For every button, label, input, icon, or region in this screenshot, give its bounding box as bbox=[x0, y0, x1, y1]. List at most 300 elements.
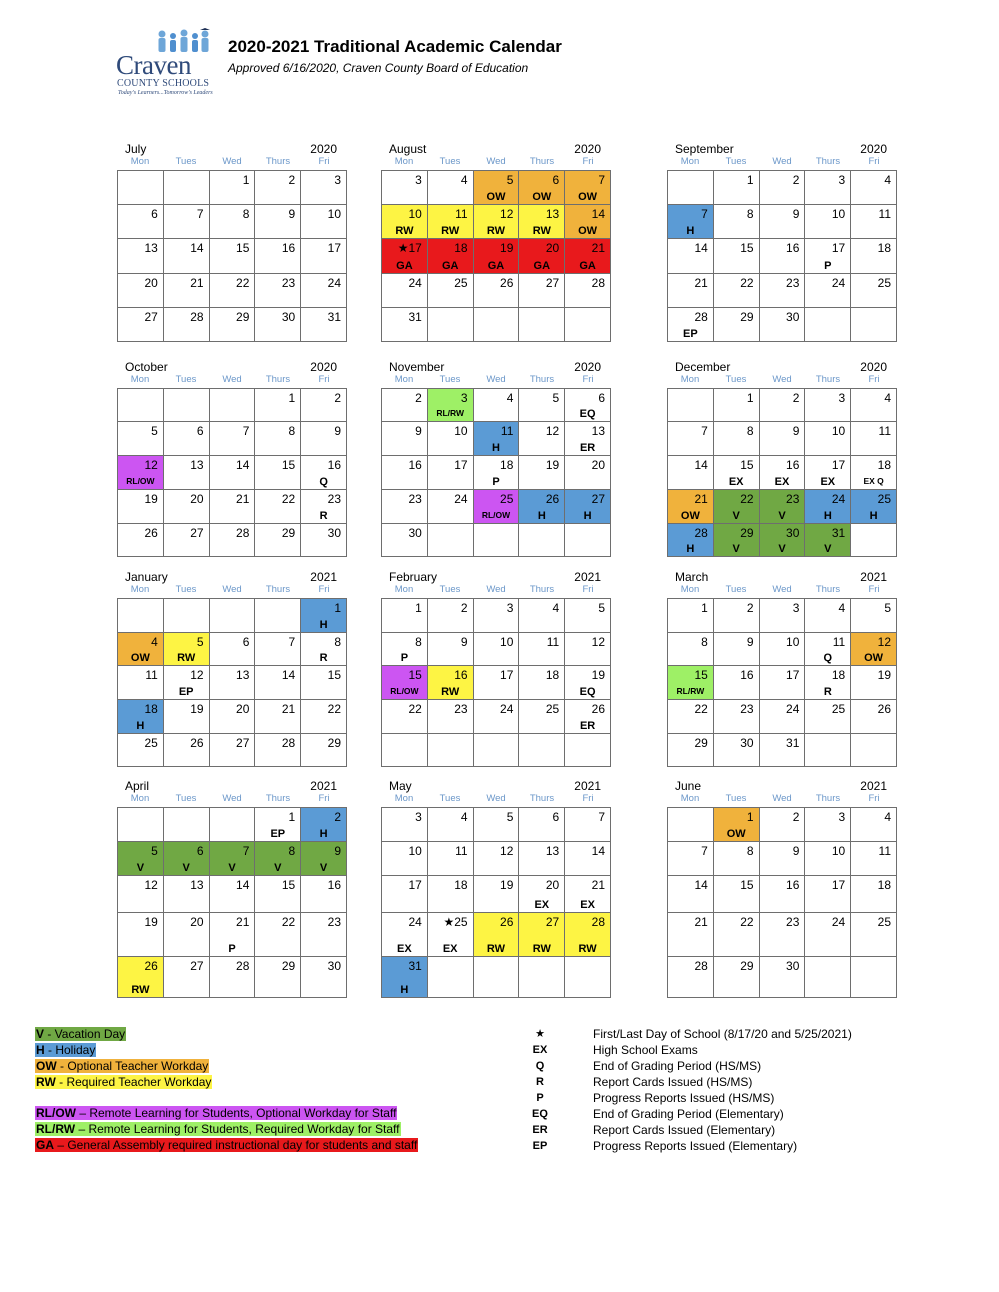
week-row bbox=[382, 171, 611, 205]
day-number: 31 bbox=[786, 736, 800, 750]
day-number: 26 bbox=[591, 702, 605, 716]
month-name: November bbox=[389, 360, 445, 374]
day-number: 1 bbox=[746, 173, 754, 187]
day-cell bbox=[565, 205, 611, 239]
day-number: 8 bbox=[701, 635, 708, 649]
day-number: 9 bbox=[288, 207, 296, 221]
month-june bbox=[667, 779, 897, 998]
legend-code: OW bbox=[36, 1059, 57, 1073]
day-cell bbox=[851, 808, 897, 842]
month-name: July bbox=[125, 142, 147, 156]
weekday-label: Fri bbox=[868, 793, 880, 804]
code-desc: High School Exams bbox=[593, 1043, 698, 1057]
week-row bbox=[668, 842, 897, 876]
day-code: H bbox=[537, 510, 546, 522]
day-number: 7 bbox=[288, 635, 296, 649]
weekday-label: Tues bbox=[439, 374, 461, 385]
day-number: 12 bbox=[500, 844, 514, 858]
month-header bbox=[117, 779, 347, 793]
day-cell bbox=[209, 734, 255, 767]
day-code: H bbox=[823, 510, 832, 522]
day-cell bbox=[805, 171, 851, 205]
day-cell bbox=[805, 913, 851, 957]
day-cell bbox=[565, 308, 611, 342]
day-number: 28 bbox=[694, 959, 708, 973]
day-cell bbox=[713, 274, 759, 308]
weekday-label: Fri bbox=[868, 374, 880, 385]
day-cell bbox=[805, 599, 851, 633]
week-row bbox=[382, 842, 611, 876]
day-cell bbox=[209, 490, 255, 524]
day-number: 20 bbox=[190, 492, 204, 506]
month-grid bbox=[381, 807, 611, 998]
day-number: 6 bbox=[598, 391, 605, 405]
day-cell bbox=[427, 913, 473, 957]
week-row bbox=[118, 666, 347, 700]
day-cell bbox=[668, 876, 714, 913]
day-number: 26 bbox=[877, 702, 891, 716]
day-number: 21 bbox=[236, 915, 250, 929]
day-number: 3 bbox=[506, 601, 514, 615]
week-row bbox=[382, 913, 611, 957]
day-number: 13 bbox=[144, 241, 158, 255]
week-row bbox=[382, 599, 611, 633]
day-cell bbox=[382, 633, 428, 666]
day-cell bbox=[382, 734, 428, 767]
legend-swatch-text bbox=[35, 1027, 126, 1041]
day-number: 7 bbox=[196, 207, 204, 221]
day-cell bbox=[427, 239, 473, 274]
day-number: 26 bbox=[144, 959, 158, 973]
day-cell bbox=[759, 274, 805, 308]
day-number: 7 bbox=[701, 844, 708, 858]
day-number: 26 bbox=[500, 276, 514, 290]
day-code: V bbox=[778, 510, 786, 522]
weekday-header bbox=[667, 374, 897, 388]
day-number: 5 bbox=[196, 635, 204, 649]
day-number: 30 bbox=[408, 526, 422, 540]
week-row bbox=[382, 422, 611, 456]
day-number: 5 bbox=[151, 424, 158, 438]
day-cell bbox=[851, 734, 897, 767]
day-number: 31 bbox=[327, 310, 341, 324]
day-number: 5 bbox=[151, 844, 158, 858]
day-cell bbox=[209, 274, 255, 308]
day-code: RL/OW bbox=[481, 510, 511, 520]
day-code: EX bbox=[728, 476, 744, 488]
legend-label: – General Assembly required instructional day for students and staff bbox=[54, 1138, 418, 1152]
day-code: V bbox=[274, 862, 282, 874]
day-number: 3 bbox=[415, 173, 422, 187]
weekday-label: Tues bbox=[725, 156, 747, 167]
day-cell bbox=[118, 808, 164, 842]
day-code: V bbox=[136, 862, 145, 874]
day-code: RL/OW bbox=[126, 476, 155, 486]
day-number: 16 bbox=[281, 241, 296, 255]
month-name: August bbox=[389, 142, 427, 156]
week-row bbox=[668, 913, 897, 957]
code-legend-item bbox=[520, 1058, 900, 1074]
day-cell bbox=[565, 700, 611, 734]
day-number: 31 bbox=[408, 959, 422, 973]
day-cell bbox=[759, 957, 805, 998]
day-cell bbox=[255, 666, 301, 700]
month-november bbox=[381, 360, 611, 557]
week-row bbox=[118, 205, 347, 239]
day-number: 11 bbox=[455, 844, 468, 858]
day-cell bbox=[668, 842, 714, 876]
month-year: 2020 bbox=[310, 360, 337, 374]
week-row bbox=[118, 734, 347, 767]
day-number: ★17 bbox=[397, 241, 422, 255]
day-cell bbox=[519, 957, 565, 998]
day-cell bbox=[713, 524, 759, 557]
day-number: 16 bbox=[408, 458, 422, 472]
month-august bbox=[381, 142, 611, 342]
day-code: V bbox=[732, 510, 740, 522]
day-cell bbox=[565, 599, 611, 633]
day-number: 24 bbox=[408, 276, 422, 290]
day-cell bbox=[805, 700, 851, 734]
day-number: 10 bbox=[831, 424, 846, 438]
day-cell bbox=[713, 666, 759, 700]
day-cell bbox=[427, 205, 473, 239]
day-code: RW bbox=[578, 943, 597, 955]
day-number: 5 bbox=[506, 173, 514, 187]
day-number: 25 bbox=[877, 915, 891, 929]
day-number: 18 bbox=[877, 241, 891, 255]
day-cell bbox=[851, 422, 897, 456]
day-cell bbox=[565, 524, 611, 557]
day-code: R bbox=[319, 510, 328, 522]
day-cell bbox=[565, 274, 611, 308]
day-number: 18 bbox=[831, 668, 846, 682]
weekday-label: Mon bbox=[680, 584, 700, 595]
day-cell bbox=[519, 389, 565, 422]
day-number: 15 bbox=[408, 668, 422, 682]
day-cell bbox=[382, 700, 428, 734]
week-row bbox=[118, 274, 347, 308]
day-code: H bbox=[583, 510, 592, 522]
weekday-header bbox=[667, 793, 897, 807]
week-row bbox=[118, 389, 347, 422]
week-row bbox=[668, 456, 897, 490]
code-legend-item bbox=[520, 1138, 900, 1154]
day-number: 6 bbox=[196, 424, 204, 438]
weekday-label: Thurs bbox=[815, 793, 841, 804]
day-number: 27 bbox=[591, 492, 605, 506]
weekday-label: Wed bbox=[222, 793, 242, 804]
day-number: 25 bbox=[454, 276, 468, 290]
day-number: 19 bbox=[190, 702, 204, 716]
day-cell bbox=[759, 808, 805, 842]
day-cell bbox=[713, 876, 759, 913]
month-september bbox=[667, 142, 897, 342]
day-cell bbox=[565, 490, 611, 524]
day-cell bbox=[255, 239, 301, 274]
day-number: 23 bbox=[408, 492, 422, 506]
day-cell bbox=[713, 171, 759, 205]
day-cell bbox=[427, 876, 473, 913]
day-number: 12 bbox=[500, 207, 514, 221]
weekday-label: Wed bbox=[772, 374, 792, 385]
day-code: RW bbox=[441, 225, 460, 237]
week-row bbox=[668, 876, 897, 913]
day-code: OW bbox=[726, 828, 746, 840]
day-number: 12 bbox=[144, 458, 158, 472]
day-code: V bbox=[778, 543, 786, 555]
day-cell bbox=[209, 524, 255, 557]
day-number: 23 bbox=[454, 702, 468, 716]
day-cell bbox=[759, 422, 805, 456]
week-row bbox=[382, 239, 611, 274]
day-cell bbox=[759, 842, 805, 876]
day-cell bbox=[301, 599, 347, 633]
day-number: 8 bbox=[288, 424, 296, 438]
day-number: 13 bbox=[545, 207, 560, 221]
day-code: ER bbox=[579, 720, 596, 732]
day-cell bbox=[565, 171, 611, 205]
day-code: EP bbox=[178, 686, 194, 698]
day-number: 25 bbox=[877, 276, 891, 290]
day-number: 15 bbox=[740, 458, 754, 472]
month-year: 2021 bbox=[310, 779, 337, 793]
weekday-header bbox=[381, 156, 611, 170]
day-cell bbox=[851, 171, 897, 205]
day-number: 10 bbox=[408, 844, 422, 858]
day-number: 20 bbox=[545, 241, 560, 255]
day-number: 25 bbox=[500, 492, 514, 506]
day-number: 4 bbox=[884, 391, 891, 405]
day-code: EX bbox=[580, 899, 595, 911]
day-number: 15 bbox=[327, 668, 341, 682]
month-header bbox=[381, 360, 611, 374]
day-cell bbox=[473, 274, 519, 308]
week-row bbox=[118, 842, 347, 876]
day-number: 30 bbox=[281, 310, 296, 324]
day-cell bbox=[519, 456, 565, 490]
day-number: 28 bbox=[236, 526, 250, 540]
day-code: EP bbox=[270, 828, 286, 840]
month-header bbox=[667, 779, 897, 793]
day-number: 13 bbox=[236, 668, 250, 682]
day-number: 23 bbox=[327, 915, 341, 929]
day-cell bbox=[255, 205, 301, 239]
day-cell bbox=[118, 957, 164, 998]
month-name: December bbox=[675, 360, 731, 374]
day-cell bbox=[301, 205, 347, 239]
day-number: 4 bbox=[506, 391, 514, 405]
day-number: 24 bbox=[831, 492, 846, 506]
day-cell bbox=[805, 422, 851, 456]
day-number: 12 bbox=[591, 635, 605, 649]
day-number: 12 bbox=[144, 878, 158, 892]
day-cell bbox=[382, 239, 428, 274]
week-row bbox=[668, 633, 897, 666]
day-cell bbox=[382, 599, 428, 633]
weekday-label: Mon bbox=[130, 374, 150, 385]
day-cell bbox=[427, 171, 473, 205]
day-cell bbox=[851, 239, 897, 274]
week-row bbox=[382, 205, 611, 239]
month-name: February bbox=[389, 570, 438, 584]
day-cell bbox=[668, 456, 714, 490]
weekday-label: Wed bbox=[772, 584, 792, 595]
day-code: V bbox=[732, 543, 740, 555]
day-number: 18 bbox=[454, 241, 468, 255]
code-key: P bbox=[536, 1092, 544, 1104]
day-cell bbox=[473, 700, 519, 734]
day-number: 15 bbox=[281, 458, 296, 472]
week-row bbox=[382, 274, 611, 308]
day-cell bbox=[427, 524, 473, 557]
day-cell bbox=[473, 913, 519, 957]
day-number: 10 bbox=[786, 635, 800, 649]
day-number: 23 bbox=[327, 492, 341, 506]
day-cell bbox=[565, 913, 611, 957]
day-cell bbox=[382, 171, 428, 205]
day-cell bbox=[163, 876, 209, 913]
day-cell bbox=[473, 239, 519, 274]
legend-item bbox=[35, 1121, 418, 1137]
day-number: 3 bbox=[460, 391, 468, 405]
day-cell bbox=[565, 734, 611, 767]
day-number: 21 bbox=[694, 492, 708, 506]
day-cell bbox=[382, 957, 428, 998]
day-cell bbox=[382, 205, 428, 239]
day-cell bbox=[519, 633, 565, 666]
day-cell bbox=[209, 599, 255, 633]
day-cell bbox=[209, 308, 255, 342]
day-cell bbox=[382, 389, 428, 422]
weekday-label: Wed bbox=[486, 584, 506, 595]
day-number: 20 bbox=[144, 276, 158, 290]
legend-label: - Optional Teacher Workday bbox=[56, 1059, 209, 1073]
day-cell bbox=[713, 456, 759, 490]
day-number: 24 bbox=[454, 492, 468, 506]
day-cell bbox=[713, 633, 759, 666]
week-row bbox=[668, 957, 897, 998]
month-year: 2020 bbox=[574, 142, 601, 156]
day-number: 11 bbox=[145, 668, 158, 682]
day-cell bbox=[805, 633, 851, 666]
code-legend-item bbox=[520, 1122, 900, 1138]
day-code: GA bbox=[441, 260, 459, 272]
day-cell bbox=[163, 957, 209, 998]
day-code: OW bbox=[486, 191, 506, 203]
day-number: 21 bbox=[591, 241, 605, 255]
code-legend-item bbox=[520, 1042, 900, 1058]
day-number: 18 bbox=[144, 702, 158, 716]
day-cell bbox=[713, 308, 759, 342]
day-number: 1 bbox=[242, 173, 250, 187]
day-cell bbox=[163, 456, 209, 490]
day-cell bbox=[427, 957, 473, 998]
day-number: 1 bbox=[288, 810, 296, 824]
day-number: 19 bbox=[500, 241, 514, 255]
day-cell bbox=[382, 422, 428, 456]
weekday-header bbox=[381, 374, 611, 388]
day-number: 7 bbox=[242, 844, 250, 858]
legend-item bbox=[35, 1074, 418, 1090]
week-row bbox=[118, 599, 347, 633]
day-cell bbox=[118, 913, 164, 957]
day-number: 14 bbox=[190, 241, 204, 255]
month-name: September bbox=[675, 142, 734, 156]
day-code: RW bbox=[532, 943, 551, 955]
month-year: 2020 bbox=[860, 360, 887, 374]
day-cell bbox=[163, 239, 209, 274]
week-row bbox=[382, 876, 611, 913]
day-number: 6 bbox=[552, 810, 560, 824]
day-cell bbox=[255, 599, 301, 633]
day-number: 8 bbox=[242, 207, 250, 221]
day-cell bbox=[805, 308, 851, 342]
day-cell bbox=[668, 700, 714, 734]
month-header bbox=[117, 142, 347, 156]
week-row bbox=[668, 490, 897, 524]
day-cell bbox=[668, 913, 714, 957]
day-cell bbox=[851, 308, 897, 342]
day-number: 27 bbox=[144, 310, 158, 324]
day-cell bbox=[668, 389, 714, 422]
legend-swatch-text bbox=[35, 1122, 401, 1136]
day-number: 1 bbox=[415, 601, 422, 615]
day-number: 24 bbox=[831, 915, 846, 929]
day-cell bbox=[851, 490, 897, 524]
logo-subtext: COUNTY SCHOOLS bbox=[117, 78, 210, 89]
day-cell bbox=[163, 171, 209, 205]
day-code: P bbox=[824, 260, 832, 272]
day-cell bbox=[519, 308, 565, 342]
day-number: 4 bbox=[884, 810, 891, 824]
weekday-label: Fri bbox=[582, 374, 594, 385]
month-year: 2021 bbox=[860, 779, 887, 793]
day-number: 9 bbox=[746, 635, 754, 649]
day-number: 19 bbox=[545, 458, 560, 472]
week-row bbox=[668, 171, 897, 205]
weekday-header bbox=[117, 793, 347, 807]
day-cell bbox=[759, 490, 805, 524]
day-cell bbox=[759, 205, 805, 239]
day-number: 14 bbox=[591, 844, 605, 858]
day-number: 22 bbox=[281, 915, 296, 929]
day-cell bbox=[427, 633, 473, 666]
day-cell bbox=[668, 308, 714, 342]
month-grid bbox=[117, 807, 347, 998]
weekday-label: Mon bbox=[394, 156, 414, 167]
day-cell bbox=[565, 633, 611, 666]
weekday-label: Thurs bbox=[815, 156, 841, 167]
day-number: 2 bbox=[334, 810, 341, 824]
weekday-label: Thurs bbox=[815, 374, 841, 385]
month-header bbox=[381, 779, 611, 793]
day-cell bbox=[427, 808, 473, 842]
day-number: 27 bbox=[545, 276, 560, 290]
day-code: EX bbox=[397, 943, 412, 955]
day-number: 30 bbox=[786, 310, 800, 324]
day-number: 24 bbox=[786, 702, 800, 716]
week-row bbox=[118, 456, 347, 490]
day-number: 8 bbox=[415, 635, 422, 649]
day-cell bbox=[118, 308, 164, 342]
day-number: 2 bbox=[746, 601, 754, 615]
legend-swatch-text bbox=[35, 1043, 96, 1057]
code-desc: End of Grading Period (Elementary) bbox=[593, 1107, 784, 1121]
week-row bbox=[382, 308, 611, 342]
day-number: 22 bbox=[281, 492, 296, 506]
day-number: 6 bbox=[151, 207, 158, 221]
